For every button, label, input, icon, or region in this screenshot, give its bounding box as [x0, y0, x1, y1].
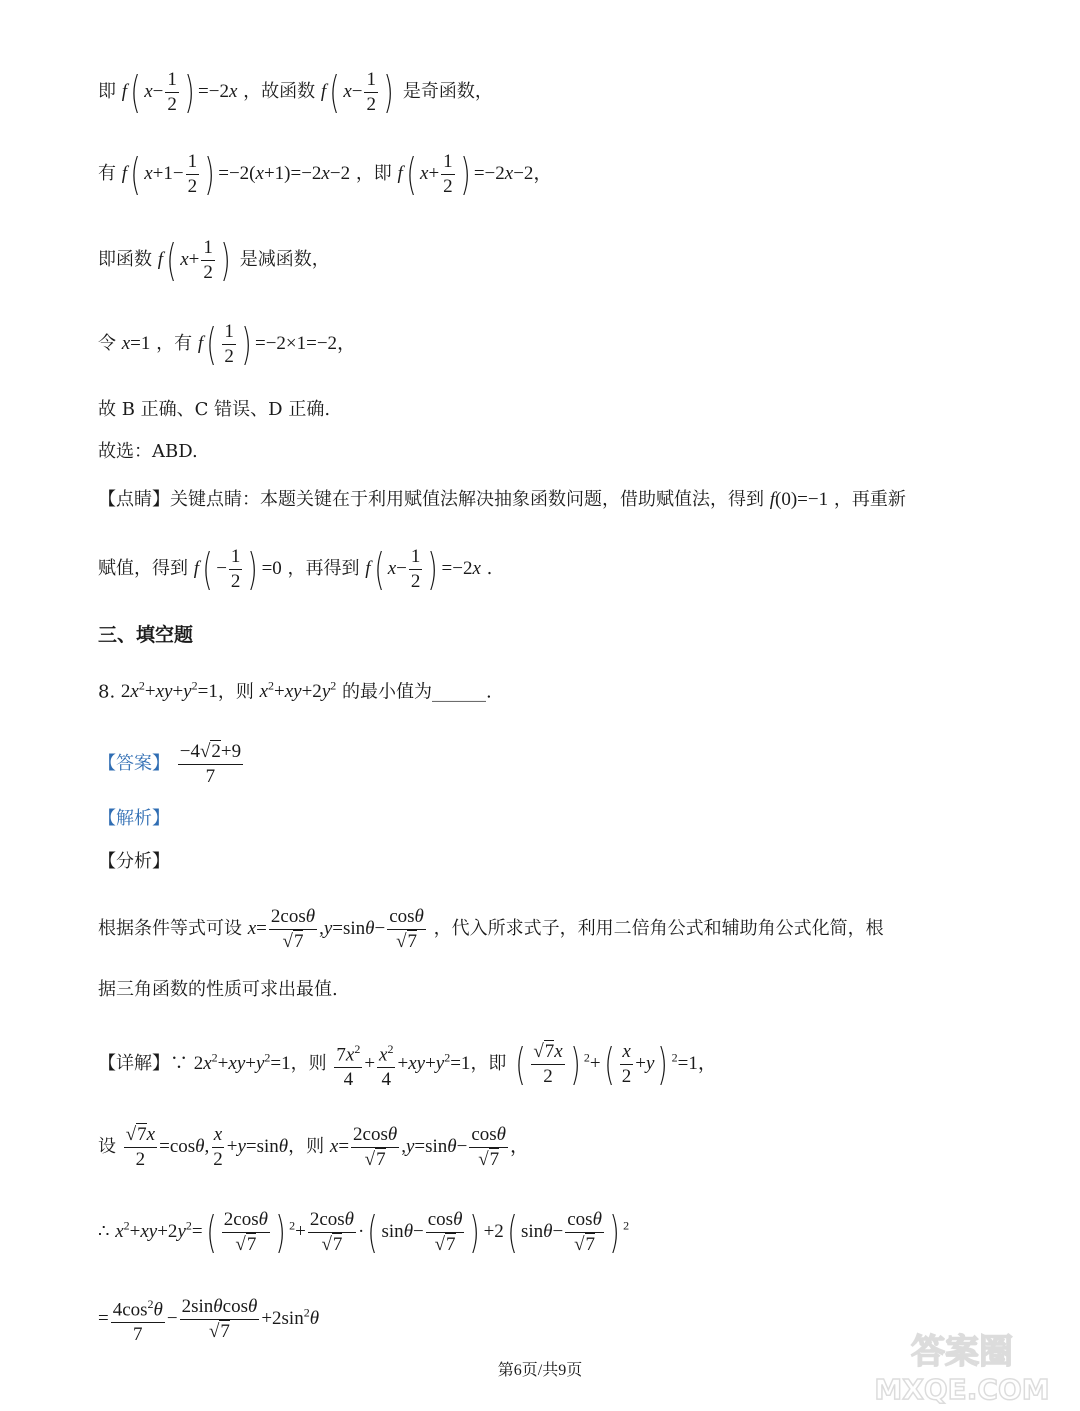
- answer-line: 【答案】 $\frac{-4√2+9}{7}$: [98, 741, 242, 787]
- line-2: 有 f( x+1− $\frac{1}{2}$ ) =−2(x+1)=−2x−2 ，即 f( x+ $\frac{1}{2}$ ) =−2x−2，: [98, 148, 553, 200]
- text: 【点睛】关键点睛：本题关键在于利用赋值法解决抽象函数问题，借助赋值法，得到: [98, 489, 764, 510]
- line-5: 故 B 正确、C 错误、D 正确.: [98, 399, 331, 420]
- text: ，则: [217, 681, 254, 703]
- text: ，故函数: [243, 80, 316, 102]
- question-number: 8.: [98, 681, 116, 703]
- text: 是减函数，: [239, 248, 330, 270]
- text: .: [486, 557, 493, 579]
- line-3: 即函数 f( x+ $\frac{1}{2}$ ) 是减函数，: [98, 234, 330, 286]
- line-6: 故选：ABD.: [98, 441, 198, 462]
- analysis-label: 【解析】: [98, 808, 170, 829]
- detail-line-1: 【详解】∵ $2x^2+xy+y^2=1$，则 $\frac{7x^2}{4}$ + $\frac{x^2}{4}$ $+xy+y^2=1$，即 ( $\frac{√7x}{2}$ ) $^2$+( $\frac{x}{2}$ +y) $^2$=1，: [98, 1038, 717, 1091]
- line-7: 【点睛】关键点睛：本题关键在于利用赋值法解决抽象函数问题，借助赋值法，得到 f(0)=−1 ，再重新: [98, 489, 906, 510]
- text: 设: [98, 1135, 116, 1157]
- fenxi-line-2: 据三角函数的性质可求出最值.: [98, 979, 338, 1000]
- detail-line-3: ∴ $x^2+xy+2y^2=$( $\frac{2\cos\theta}{√7}$ ) $^2$+ $\frac{2\cos\theta}{√7}$ ·( sinθ− $\frac{\cos\theta}{√7}$ ) +2( sinθ− $\frac{\cos\theta}{√7}$ ) $^2$: [98, 1206, 630, 1258]
- svg-text:答案圈: 答案圈: [911, 1332, 1013, 1372]
- line-1: 即 f( x− $\frac{1}{2}$ ) =−2x ，故函数 f( x− $\frac{1}{2}$ ) 是奇函数，: [98, 66, 493, 118]
- text: ，再得到: [287, 557, 360, 579]
- therefore-symbol: ∴: [98, 1220, 110, 1242]
- line-4: 令 x=1 ，有 f( $\frac{1}{2}$ ) =−2×1=−2，: [98, 318, 357, 370]
- fenxi-line-1: 根据条件等式可设 x= $\frac{2\cos\theta}{√7}$ ,y=sinθ− $\frac{\cos\theta}{√7}$ ，代入所求式子，利用二倍角公式和辅助角公式化简，根: [98, 906, 884, 952]
- text: ，则: [290, 1053, 327, 1075]
- text: 的最小值为: [341, 681, 432, 703]
- detail-line-2: 设 $\frac{√7x}{2}$ =cosθ, $\frac{x}{2}$ +y=sinθ，则 x= $\frac{2\cos\theta}{√7}$ ,y=sinθ− $\frac{\cos\theta}{√7}$ ，: [98, 1124, 530, 1170]
- text: 即: [98, 80, 116, 102]
- question-8: 8. $2x^2+xy+y^2=1$，则 $x^2+xy+2y^2$ 的最小值为______.: [98, 679, 492, 703]
- text: ，则: [288, 1135, 325, 1157]
- fenxi-label: 【分析】: [98, 851, 170, 872]
- text: 是奇函数，: [402, 80, 493, 102]
- text: 有: [98, 162, 116, 184]
- page-footer: 第6页/共9页: [497, 1362, 583, 1379]
- text: ，即: [355, 162, 392, 184]
- text: 根据条件等式可设: [98, 917, 242, 939]
- watermark-logo: [862, 1325, 1062, 1405]
- detail-line-4: = $\frac{4\cos^2\theta}{7}$ − $\frac{2\sin\theta\cos\theta}{√7}$ $+2\sin^2\theta$: [98, 1292, 319, 1347]
- text: ，即: [470, 1053, 507, 1075]
- text: 赋值，得到: [98, 557, 188, 579]
- text: ，再重新: [833, 489, 906, 510]
- answer-blank: ______.: [431, 681, 492, 703]
- answer-label: 【答案】: [98, 752, 170, 774]
- section-title: 三、填空题: [98, 624, 194, 646]
- text: 即函数: [98, 248, 152, 270]
- line-8: 赋值，得到 f( − $\frac{1}{2}$ ) =0 ，再得到 f( x− $\frac{1}{2}$ ) =−2x .: [98, 543, 493, 595]
- text: ，代入所求式子，利用二倍角公式和辅助角公式化简，根: [433, 917, 884, 939]
- text: ，有: [156, 332, 193, 354]
- text: 令: [98, 332, 116, 354]
- text: 【详解】∵: [98, 1053, 188, 1075]
- svg-text:MXQE.COM: MXQE.COM: [874, 1373, 1050, 1405]
